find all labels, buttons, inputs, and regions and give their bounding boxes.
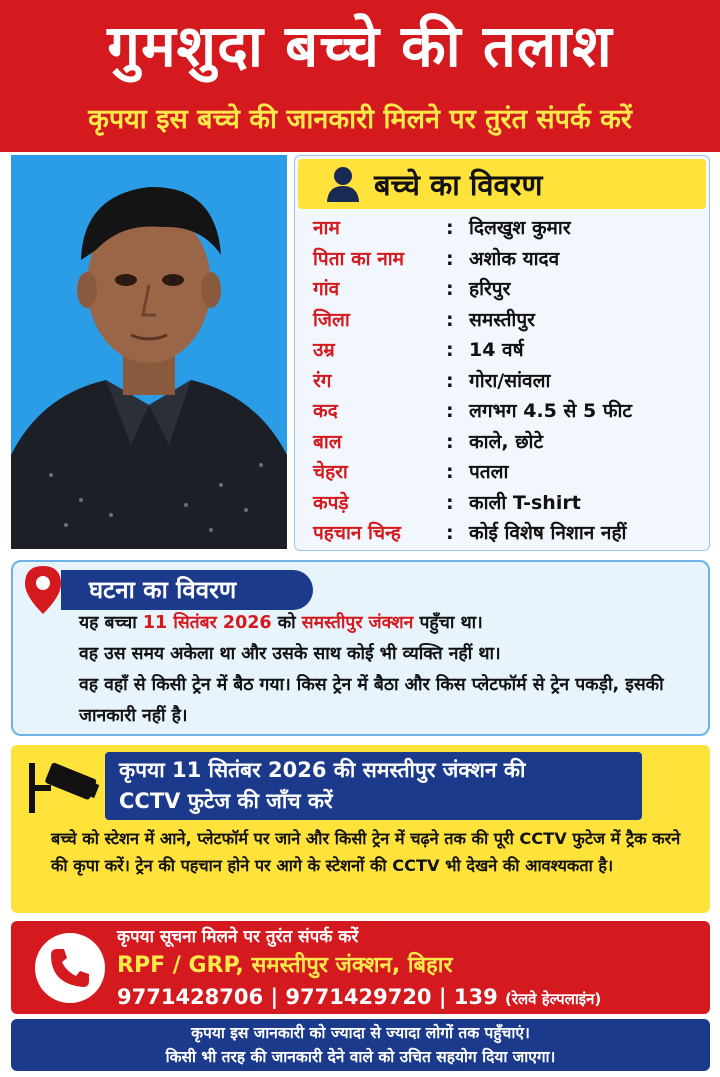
detail-value: काले, छोटे xyxy=(469,430,544,453)
footer-line1: कृपया इस जानकारी को ज्यादा से ज्यादा लोगों तक पहुँचाएं। xyxy=(191,1024,530,1042)
detail-separator: : xyxy=(446,339,454,361)
header-banner xyxy=(0,0,720,152)
cctv-heading-line1: कृपया 11 सितंबर 2026 की समस्तीपुर जंक्शन की xyxy=(119,758,526,782)
detail-value: गोरा/सांवला xyxy=(469,369,551,392)
detail-value: दिलखुश कुमार xyxy=(469,217,571,239)
detail-value: हरिपुर xyxy=(469,278,511,300)
detail-value: पतला xyxy=(469,461,509,483)
phone-divider: | xyxy=(270,985,279,1009)
poster-subtitle: कृपया इस बच्चे की जानकारी मिलने पर तुरंत संपर्क करें xyxy=(88,104,632,135)
detail-separator: : xyxy=(446,308,454,331)
cctv-camera-icon xyxy=(25,759,101,817)
detail-value: समस्तीपुर xyxy=(469,308,535,331)
helpline-label: (रेलवे हेल्पलाइंन) xyxy=(505,990,602,1008)
contact-panel xyxy=(11,921,710,1014)
incident-p2: वह उस समय अकेला था और उसके साथ कोई भी व्यक्ति नहीं था। xyxy=(79,644,501,664)
detail-label: पहचान चिन्ह xyxy=(313,522,401,544)
detail-row xyxy=(313,519,703,548)
detail-separator: : xyxy=(446,217,454,239)
poster-title: गुमशुदा बच्चे की तलाश xyxy=(107,12,613,80)
cctv-panel xyxy=(11,745,710,913)
detail-row xyxy=(313,275,703,304)
detail-label: जिला xyxy=(313,308,350,331)
detail-label: नाम xyxy=(313,217,340,239)
detail-separator: : xyxy=(446,461,454,483)
detail-separator: : xyxy=(446,369,454,392)
contact-authority: RPF / GRP, समस्तीपुर जंक्शन, बिहार xyxy=(117,953,453,978)
cctv-heading-tag xyxy=(105,752,642,820)
incident-date: 11 सितंबर 2026 xyxy=(142,613,272,633)
detail-value: अशोक यादव xyxy=(469,247,560,270)
detail-label: चेहरा xyxy=(313,461,348,483)
detail-label: बाल xyxy=(313,430,342,453)
detail-label: रंग xyxy=(313,369,332,392)
detail-label: कद xyxy=(313,400,338,422)
detail-separator: : xyxy=(446,400,454,422)
detail-separator: : xyxy=(446,491,454,514)
detail-row xyxy=(313,306,703,335)
details-heading: बच्चे का विवरण xyxy=(374,168,543,202)
incident-heading-tag xyxy=(61,570,313,610)
detail-row xyxy=(313,214,703,243)
detail-row xyxy=(313,336,703,365)
phone-divider: | xyxy=(438,985,447,1009)
detail-separator: : xyxy=(446,247,454,270)
detail-label: कपड़े xyxy=(313,491,349,514)
detail-value: लगभग 4.5 से 5 फीट xyxy=(469,400,632,422)
detail-value: काली T-shirt xyxy=(469,491,581,514)
phone-number-1[interactable]: 9771428706 xyxy=(117,985,264,1009)
helpline-number[interactable]: 139 xyxy=(453,985,498,1009)
incident-p1-b: को xyxy=(271,613,302,633)
detail-row xyxy=(313,489,703,518)
detail-separator: : xyxy=(446,522,454,544)
detail-separator: : xyxy=(446,278,454,300)
incident-text xyxy=(79,608,699,732)
phone-number-2[interactable]: 9771429720 xyxy=(285,985,432,1009)
contact-request: कृपया सूचना मिलने पर तुरंत संपर्क करें xyxy=(117,927,359,947)
footer-banner xyxy=(11,1019,710,1071)
detail-row xyxy=(313,458,703,487)
detail-row xyxy=(313,397,703,426)
detail-label: पिता का नाम xyxy=(313,247,405,270)
cctv-heading-line2: CCTV फुटेज की जाँच करें xyxy=(119,789,333,813)
child-details-panel xyxy=(294,155,710,551)
incident-panel xyxy=(11,560,710,736)
incident-p3: वह वहाँ से किसी ट्रेन में बैठ गया। किस ट्रेन में बैठा और किस प्लेटफॉर्म से ट्रेन पकड़ी, इसकी जानकारी नहीं है। xyxy=(79,675,664,726)
child-photo xyxy=(11,155,287,549)
incident-p1-c: पहुँचा था। xyxy=(413,613,483,633)
detail-row xyxy=(313,428,703,457)
incident-p1-a: यह बच्चा xyxy=(79,613,143,633)
detail-row xyxy=(313,245,703,274)
footer-line2: किसी भी तरह की जानकारी देने वाले को उचित सहयोग दिया जाएगा। xyxy=(165,1048,556,1066)
incident-heading: घटना का विवरण xyxy=(89,576,237,604)
detail-label: उम्र xyxy=(313,339,335,361)
detail-value: 14 वर्ष xyxy=(469,339,524,361)
details-header xyxy=(298,159,706,209)
location-pin-icon xyxy=(23,564,63,616)
detail-separator: : xyxy=(446,430,454,453)
cctv-body: बच्चे को स्टेशन में आने, प्लेटफॉर्म पर जाने और किसी ट्रेन में चढ़ने तक की पूरी CCTV फुटेज में ट्रैक करने की कृपा करें। ट्रेन की पहचान होने पर आगे के स्टेशनों की CCTV भी देखने की आवश्यकता है। xyxy=(51,829,681,875)
person-icon xyxy=(324,165,362,203)
incident-place: समस्तीपुर जंक्शन xyxy=(301,613,414,633)
detail-row xyxy=(313,367,703,396)
detail-value: कोई विशेष निशान नहीं xyxy=(469,522,627,544)
phone-icon xyxy=(48,946,92,990)
phone-badge xyxy=(35,933,105,1003)
detail-label: गांव xyxy=(313,278,340,300)
contact-numbers xyxy=(117,982,601,1014)
